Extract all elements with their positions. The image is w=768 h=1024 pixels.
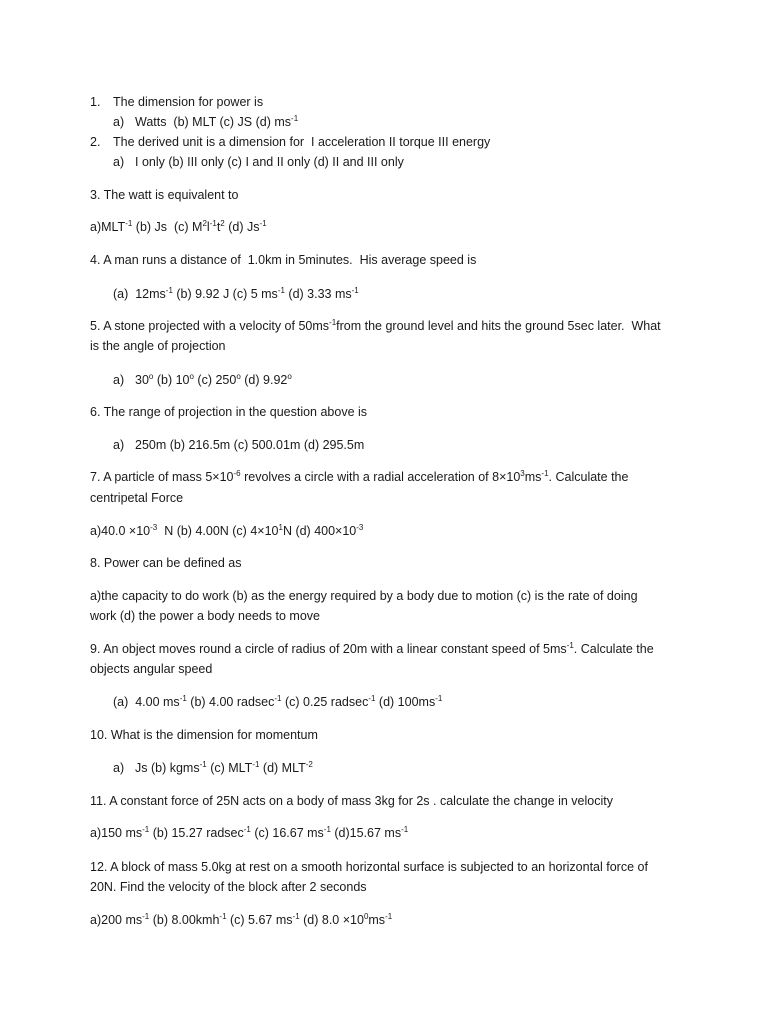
question-text: centripetal Force	[90, 491, 184, 505]
question-options: $a)MLT^{-1}$ (b) Js (c) $M^2l^{-1}t^2$ (d) $Js^{-1}$	[90, 218, 267, 234]
question-options: work (d) the power a body needs to move	[90, 609, 320, 623]
question-number: 1.	[90, 95, 101, 109]
question-text: The derived unit is a dimension for I acceleration II torque III energy	[113, 135, 491, 149]
question-text: 7. A particle of mass $5\times 10^{-6}$ revolves a circle with a radial acceleration of $8\times 10^3ms^{-1}$. Calculate the	[90, 468, 629, 484]
question-text: 4. A man runs a distance of 1.0km in 5minutes. His average speed is	[90, 253, 477, 267]
question-number: 2.	[90, 135, 101, 149]
question-text: 3. The watt is equivalent to	[90, 188, 239, 202]
option-letter: a)	[113, 761, 125, 775]
question-options: (a) $12ms^{-1}$ (b) 9.92 J (c) 5 $ms^{-1}$ (d) 3.33 $ms^{-1}$	[113, 285, 359, 301]
option-letter: a)	[113, 373, 125, 387]
question-options: I only (b) III only (c) I and II only (d) II and III only	[135, 155, 404, 169]
question-text: 6. The range of projection in the question above is	[90, 405, 368, 419]
question-text: The dimension for power is	[113, 95, 264, 109]
question-text: 5. A stone projected with a velocity of $50ms^{-1}from$ the ground level and hits the ground 5sec later. What	[90, 317, 661, 333]
question-options: $a)40.0 \times 10^{-3}$ N (b) 4.00N (c) $4\times 10^1N$ (d) $400\times 10^{-3}$	[90, 522, 364, 538]
question-options: Js (b) kgms$^{-1}$ (c) $MLT^{-1}$ (d) $MLT^{-2}$	[135, 759, 313, 775]
option-letter: a)	[113, 438, 125, 452]
question-options: Watts (b) MLT (c) JS (d) $ms^{-1}$	[135, 113, 299, 129]
question-text: 8. Power can be defined as	[90, 556, 242, 570]
question-options: 250m (b) 216.5m (c) 500.01m (d) 295.5m	[135, 438, 365, 452]
question-text: 11. A constant force of 25N acts on a body of mass 3kg for 2s . calculate the change in velocity	[90, 794, 613, 808]
question-text: 20N. Find the velocity of the block after 2 seconds	[90, 880, 367, 894]
question-options: a)the capacity to do work (b) as the energy required by a body due to motion (c) is the rate of doing	[90, 589, 638, 603]
question-options: (a) 4.00 $ms^{-1}$ (b) 4.00 radsec$^{-1}$ (c) 0.25 radsec$^{-1}$ (d) $100ms^{-1}$	[113, 693, 443, 709]
question-text: 12. A block of mass 5.0kg at rest on a smooth horizontal surface is subjected to an horizontal force of	[90, 860, 648, 874]
question-options: 30$^o$ (b) 10$^o$ (c) 250$^o$ (d) 9.92$^o$	[135, 371, 292, 387]
option-letter: a)	[113, 155, 125, 169]
question-text: is the angle of projection	[90, 339, 226, 353]
question-text: 10. What is the dimension for momentum	[90, 728, 318, 742]
question-text: objects angular speed	[90, 662, 213, 676]
option-letter: a)	[113, 115, 125, 129]
question-options: a)150 $ms^{-1}$ (b) 15.27 radsec$^{-1}$ (c) 16.67 $ms^{-1}$ (d)15.67 $ms^{-1}$	[90, 824, 409, 840]
question-text: 9. An object moves round a circle of radius of 20m with a linear constant speed of $5ms^{-1}$. Calculate the	[90, 640, 654, 656]
question-options: a)200 $ms^{-1}$ (b) 8.00kmh$^{-1}$ (c) 5.67 $ms^{-1}$ (d) $8.0 \times 10^0ms^{-1}$	[90, 911, 393, 927]
